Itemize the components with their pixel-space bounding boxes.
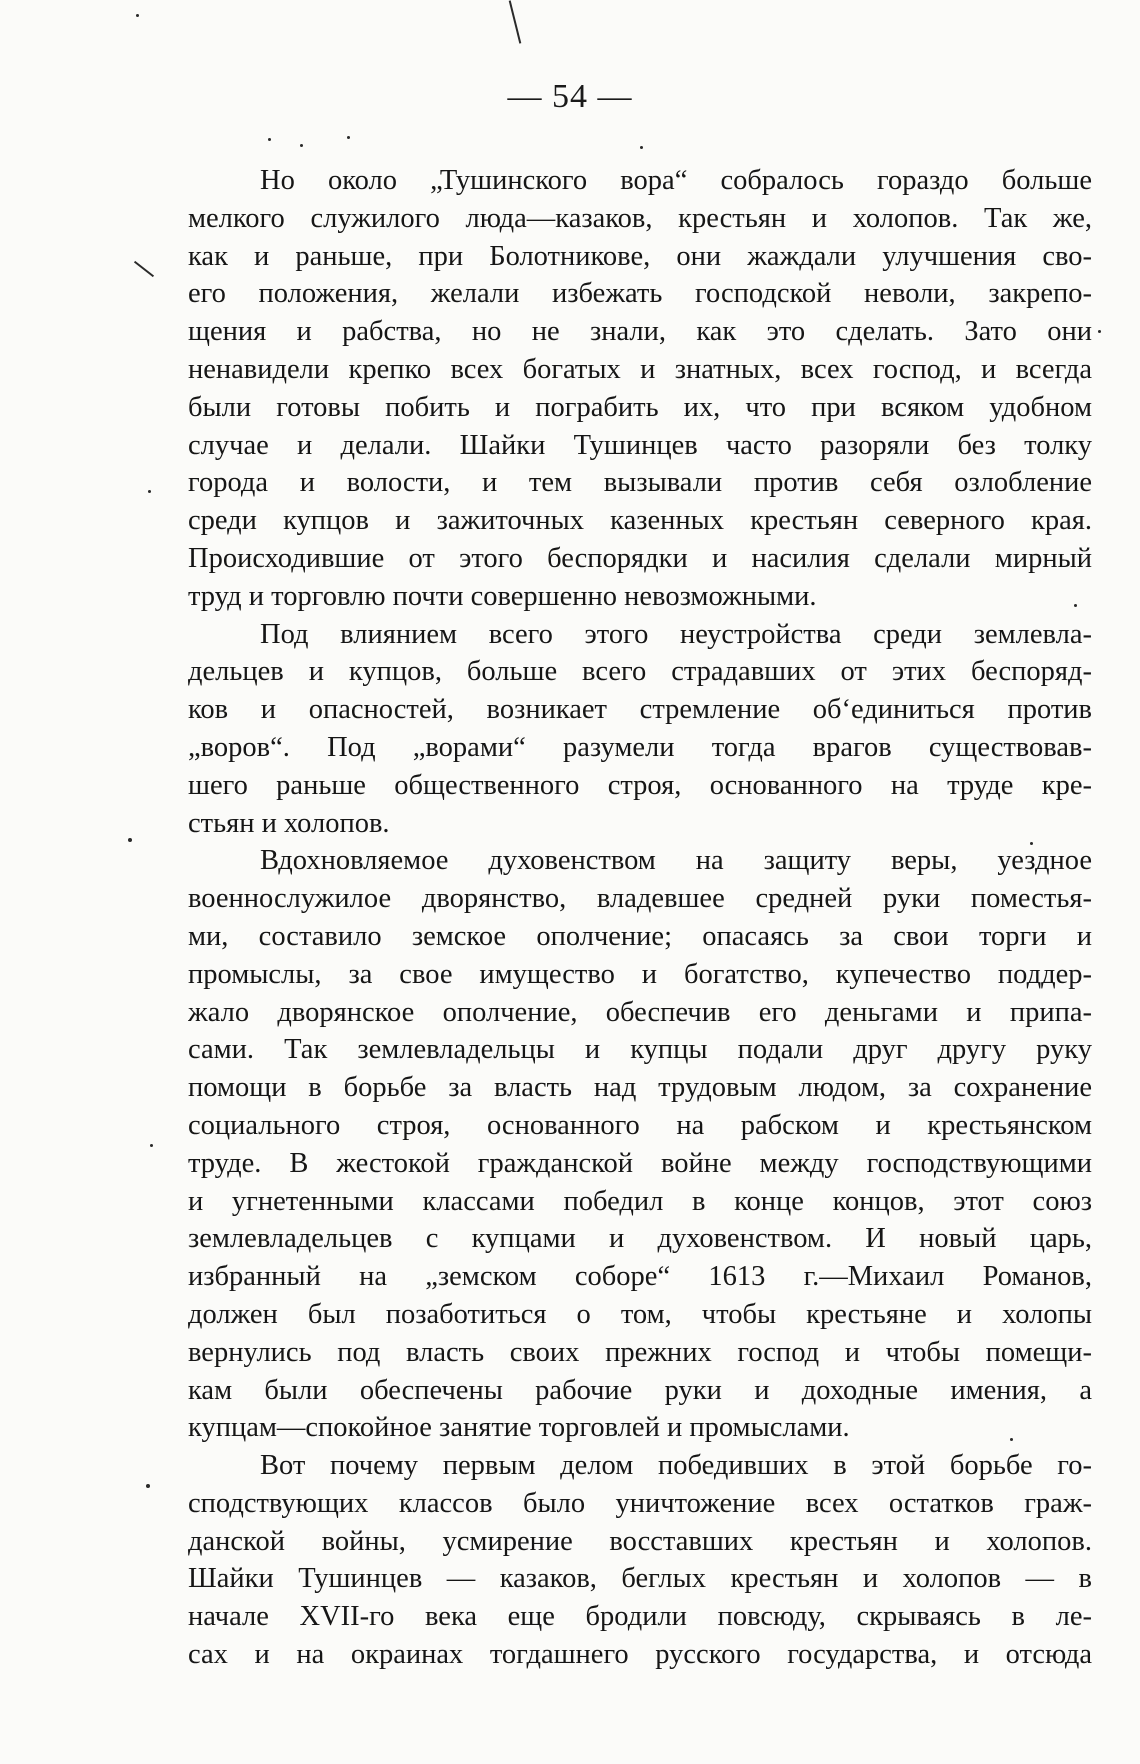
- text-line: сподствующих классов было уничтожение всех остатков граж-: [188, 1487, 1092, 1519]
- paragraph-3: [188, 842, 1092, 1447]
- text-line: Вот почему первым делом победивших в этой борьбе го-: [260, 1450, 1092, 1482]
- text-line: ми, составило земское ополчение; опасаясь за свои торги и: [188, 920, 1092, 952]
- text-line: Вдохновляемое духовенством на защиту веры, уездное: [260, 845, 1092, 877]
- text-line: вернулись под власть своих прежних господ и чтобы помещи-: [188, 1336, 1092, 1368]
- scan-speck: [146, 1484, 150, 1488]
- scan-speck: [300, 144, 303, 147]
- text-line: Под влиянием всего этого неустройства среди землевла-: [260, 618, 1092, 650]
- text-line: „воров“. Под „ворами“ разумели тогда врагов существовав-: [188, 731, 1092, 763]
- paragraph-4: [188, 1447, 1092, 1674]
- text-line: Шайки Тушинцев — казаков, беглых крестьян и холопов — в: [188, 1563, 1092, 1595]
- text-line: стьян и холопов.: [188, 807, 390, 839]
- text-line: сах и на окраинах тогдашнего русского государства, и отсюда: [188, 1639, 1092, 1671]
- text-line: были готовы побить и пограбить их, что при всяком удобном: [188, 391, 1092, 423]
- paragraph-1: [188, 162, 1092, 616]
- text-line: мелкого служилого люда—казаков, крестьян и холопов. Так же,: [188, 202, 1092, 234]
- text-line: и угнетенными классами победил в конце концов, этот союз: [188, 1185, 1092, 1217]
- text-line: Но около „Тушинского вора“ собралось гораздо больше: [260, 165, 1092, 196]
- text-line: сами. Так землевладельцы и купцы подали друг другу руку: [188, 1034, 1092, 1066]
- page-number: — 54 —: [507, 78, 633, 115]
- text-line: купцам—спокойное занятие торговлей и промыслами.: [188, 1412, 850, 1444]
- text-line: помощи в борьбе за власть над трудовым людом, за сохранение: [188, 1072, 1092, 1104]
- text-line: жало дворянское ополчение, обеспечив его деньгами и припа-: [188, 996, 1092, 1028]
- paragraph-2: [188, 616, 1092, 843]
- scan-mark-left: [134, 261, 154, 277]
- text-line: труде. В жестокой гражданской войне между господствующими: [188, 1147, 1092, 1179]
- body-text: [188, 162, 1092, 1674]
- scan-speck: [640, 146, 643, 149]
- text-line: Происходившие от этого беспорядки и насилия сделали мирный: [188, 542, 1092, 574]
- scan-speck: [347, 136, 350, 139]
- scan-speck: [128, 838, 132, 842]
- text-line: данской войны, усмирение восставших крестьян и холопов.: [188, 1525, 1092, 1557]
- text-line: щения и рабства, но не знали, как это сделать. Зато они: [188, 316, 1092, 348]
- text-line: труд и торговлю почти совершенно невозможными.: [188, 580, 817, 612]
- text-line: ненавидели крепко всех богатых и знатных, всех господ, и всегда: [188, 353, 1092, 385]
- text-line: кам были обеспечены рабочие руки и доходные имения, а: [188, 1374, 1092, 1406]
- text-line: начале XVII-го века еще бродили повсюду, скрываясь в ле-: [188, 1601, 1092, 1633]
- text-line: дельцев и купцов, больше всего страдавших от этих беспоряд-: [188, 656, 1092, 688]
- text-line: землевладельцев с купцами и духовенством. И новый царь,: [188, 1223, 1092, 1255]
- text-line: избранный на „земском соборе“ 1613 г.—Михаил Романов,: [188, 1261, 1092, 1293]
- text-line: промыслы, за свое имущество и богатство, купечество поддер-: [188, 958, 1092, 990]
- scan-speck: [150, 1144, 153, 1147]
- scan-mark-top: [509, 0, 522, 43]
- scan-speck: [148, 490, 151, 493]
- text-line: должен был позаботиться о том, чтобы крестьяне и холопы: [188, 1298, 1092, 1330]
- text-line: военнослужилое дворянство, владевшее средней руки поместья-: [188, 883, 1092, 915]
- text-line: ков и опасностей, возникает стремление об‘единиться против: [188, 694, 1092, 726]
- scan-speck: [268, 138, 271, 141]
- text-line: города и волости, и тем вызывали против себя озлобление: [188, 467, 1092, 499]
- text-line: случае и делали. Шайки Тушинцев часто разоряли без толку: [188, 429, 1092, 461]
- text-line: как и раньше, при Болотникове, они жаждали улучшения сво-: [188, 240, 1092, 272]
- text-line: его положения, желали избежать господской неволи, закрепо-: [188, 278, 1092, 310]
- scan-speck: [136, 14, 139, 17]
- text-line: среди купцов и зажиточных казенных крестьян северного края.: [188, 505, 1092, 537]
- text-line: социального строя, основанного на рабском и крестьянском: [188, 1109, 1092, 1141]
- text-line: шего раньше общественного строя, основанного на труде кре-: [188, 769, 1092, 801]
- scan-speck: [1098, 330, 1101, 333]
